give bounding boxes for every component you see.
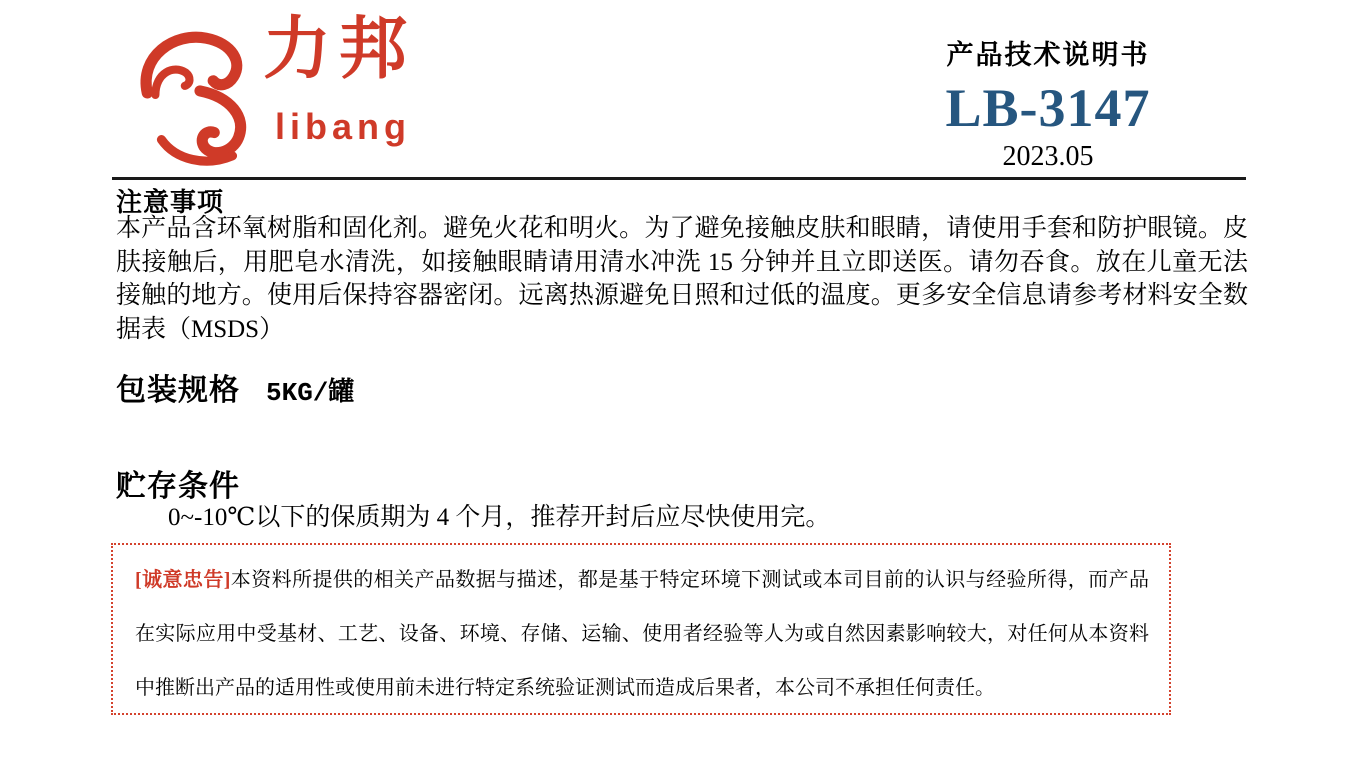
squirrel-icon bbox=[133, 26, 265, 168]
header-divider bbox=[112, 177, 1246, 180]
brand-name-chinese: 力邦 bbox=[263, 11, 416, 87]
document-header bbox=[888, 33, 1208, 173]
storage-paragraph: 0~-10℃以下的保质期为 4 个月，推荐开封后应尽快使用完。 bbox=[168, 504, 831, 531]
disclaimer-line-3: 中推断出产品的适用性或使用前未进行特定系统验证测试而造成后果者，本公司不承担任何责任。 bbox=[135, 677, 995, 699]
packaging-row bbox=[116, 365, 354, 409]
disclaimer-tag: [诚意忠告] bbox=[135, 569, 231, 591]
doc-date: 2023.05 bbox=[1002, 141, 1094, 172]
libang-logo bbox=[133, 11, 453, 172]
section-heading-packaging: 包装规格 bbox=[116, 374, 240, 407]
product-model: LB-3147 bbox=[945, 78, 1151, 138]
doc-type-title: 产品技术说明书 bbox=[946, 40, 1150, 70]
disclaimer-box bbox=[111, 543, 1171, 715]
section-heading-storage: 贮存条件 bbox=[116, 470, 240, 503]
disclaimer-text-1: 本资料所提供的相关产品数据与描述，都是基于特定环境下测试或本司目前的认识与经验所得，而产品 bbox=[230, 569, 1149, 591]
disclaimer-line-2: 在实际应用中受基材、工艺、设备、环境、存储、运输、使用者经验等人为或自然因素影响较大，对任何从本资料 bbox=[135, 623, 1149, 645]
brand-name-latin: libang bbox=[275, 106, 411, 147]
disclaimer-line-1 bbox=[135, 567, 1149, 594]
packaging-value: 5KG/罐 bbox=[266, 378, 355, 408]
notice-paragraph: 本产品含环氧树脂和固化剂。避免火花和明火。为了避免接触皮肤和眼睛，请使用手套和防护眼镜。皮肤接触后，用肥皂水清洗，如接触眼睛请用清水冲洗 15 分钟并且立即送医。请勿吞食。放在儿童无法接触的地方。使用后保持容器密闭。远离热源避免日照和过低的温度。更多安全信息请参考材料安全数据表（MSDS） bbox=[116, 215, 1248, 343]
section-heading-notice: 注意事项 bbox=[116, 188, 225, 217]
